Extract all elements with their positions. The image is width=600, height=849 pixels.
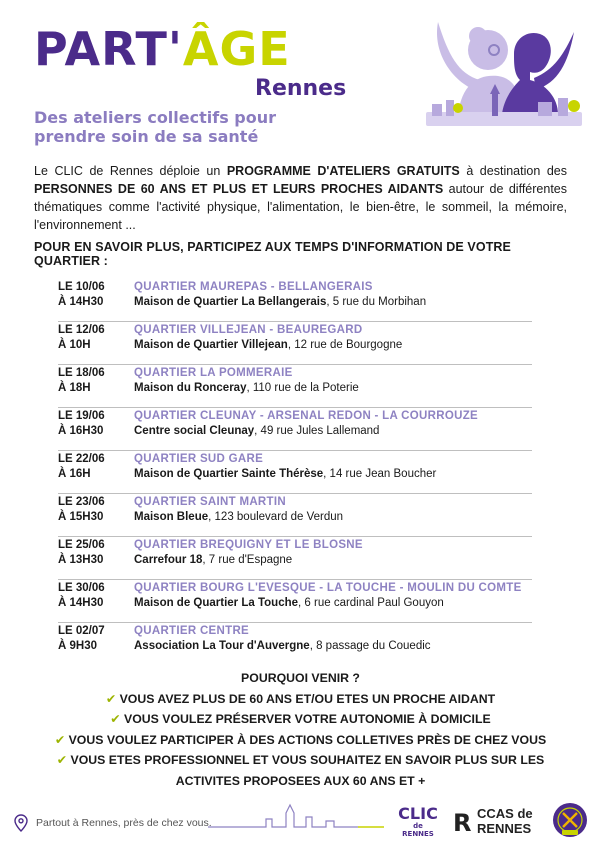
event-place: Maison de Quartier La Touche bbox=[134, 597, 299, 609]
event-datetime bbox=[58, 624, 134, 654]
footer bbox=[0, 795, 600, 849]
event-details bbox=[134, 323, 402, 353]
logo-part1: PART' bbox=[34, 22, 183, 76]
event-row bbox=[58, 279, 532, 322]
event-place: Carrefour 18 bbox=[134, 554, 203, 566]
check-icon: ✔ bbox=[56, 753, 68, 767]
event-datetime bbox=[58, 280, 134, 310]
why-item bbox=[34, 709, 567, 730]
event-location bbox=[134, 553, 363, 568]
event-row bbox=[58, 494, 532, 537]
event-date: LE 22/06 bbox=[58, 453, 105, 465]
event-time: À 18H bbox=[58, 382, 91, 394]
event-address: , 110 rue de la Poterie bbox=[246, 382, 359, 394]
event-location bbox=[134, 639, 431, 654]
event-time: À 15H30 bbox=[58, 511, 104, 523]
event-row bbox=[58, 537, 532, 580]
event-place: Maison de Quartier Villejean bbox=[134, 339, 288, 351]
tagline: Des ateliers collectifs pour prendre soin de sa santé bbox=[34, 108, 277, 146]
event-address: , 5 rue du Morbihan bbox=[326, 296, 427, 308]
event-quartier: QUARTIER CENTRE bbox=[134, 625, 250, 637]
event-row bbox=[58, 623, 532, 666]
event-quartier: QUARTIER MAUREPAS - BELLANGERAIS bbox=[134, 281, 373, 293]
event-address: , 7 rue d'Espagne bbox=[202, 554, 293, 566]
clic-logo-text: CLIC bbox=[398, 804, 438, 823]
event-details bbox=[134, 366, 359, 396]
logo-part2: ÂGE bbox=[182, 22, 291, 76]
event-location bbox=[134, 338, 402, 353]
why-section bbox=[34, 668, 567, 791]
event-address: , 123 boulevard de Verdun bbox=[208, 511, 344, 523]
intro-text-1: Le CLIC de Rennes déploie un bbox=[34, 164, 227, 178]
clic-logo-subtext: de RENNES bbox=[402, 822, 434, 838]
why-item bbox=[34, 689, 567, 710]
event-address: , 6 rue cardinal Paul Gouyon bbox=[298, 597, 444, 609]
intro-bold-1: PROGRAMME D'ATELIERS GRATUITS bbox=[226, 164, 460, 178]
event-details bbox=[134, 581, 522, 611]
location-pin-icon bbox=[14, 814, 28, 832]
city-skyline-icon bbox=[208, 799, 388, 833]
event-details bbox=[134, 624, 431, 654]
info-heading: POUR EN SAVOIR PLUS, PARTICIPEZ AUX TEMPS D'INFORMATION DE VOTRE QUARTIER : bbox=[34, 240, 511, 268]
event-datetime bbox=[58, 495, 134, 525]
event-datetime bbox=[58, 323, 134, 353]
event-date: LE 12/06 bbox=[58, 324, 105, 336]
event-row bbox=[58, 408, 532, 451]
event-place: Association La Tour d'Auvergne bbox=[134, 640, 310, 652]
senior-illustration-icon bbox=[418, 14, 588, 138]
event-quartier: QUARTIER BOURG L'EVESQUE - LA TOUCHE - MOULIN DU COMTE bbox=[134, 582, 522, 594]
event-quartier: QUARTIER SUD GARE bbox=[134, 453, 264, 465]
event-details bbox=[134, 409, 478, 439]
event-datetime bbox=[58, 409, 134, 439]
event-datetime bbox=[58, 366, 134, 396]
event-time: À 14H30 bbox=[58, 296, 104, 308]
event-address: , 49 rue Jules Lallemand bbox=[254, 425, 380, 437]
event-location bbox=[134, 467, 436, 482]
check-icon: ✔ bbox=[110, 712, 121, 726]
event-location bbox=[134, 424, 478, 439]
why-item-text: VOUS VOULEZ PARTICIPER À DES ACTIONS COLLETIVES PRÈS DE CHEZ VOUS bbox=[68, 732, 547, 747]
footer-slogan: Partout à Rennes, près de chez vous. bbox=[36, 817, 212, 829]
event-time: À 9H30 bbox=[58, 640, 97, 652]
event-row bbox=[58, 322, 532, 365]
event-details bbox=[134, 452, 436, 482]
ccas-logo-line2: RENNES bbox=[477, 821, 532, 836]
event-time: À 13H30 bbox=[58, 554, 104, 566]
clic-logo bbox=[398, 805, 438, 838]
event-time: À 10H bbox=[58, 339, 91, 351]
intro-bold-2: PERSONNES DE 60 ANS ET PLUS ET LEURS PROCHES AIDANTS bbox=[34, 182, 444, 196]
event-details bbox=[134, 280, 426, 310]
ccas-logo-line1: CCAS de bbox=[477, 806, 533, 821]
event-time: À 14H30 bbox=[58, 597, 104, 609]
event-location bbox=[134, 510, 343, 525]
event-row bbox=[58, 365, 532, 408]
check-icon: ✔ bbox=[54, 732, 66, 747]
intro-text-2: à destination des bbox=[459, 164, 567, 178]
event-datetime bbox=[58, 452, 134, 482]
ccas-logo-mark: R bbox=[453, 809, 472, 837]
why-title: POURQUOI VENIR ? bbox=[241, 671, 360, 685]
why-item-text: VOUS VOULEZ PRÉSERVER VOTRE AUTONOMIE À DOMICILE bbox=[124, 712, 491, 726]
event-time: À 16H30 bbox=[58, 425, 104, 437]
event-date: LE 10/06 bbox=[58, 281, 105, 293]
event-date: LE 23/06 bbox=[58, 496, 105, 508]
event-quartier: QUARTIER CLEUNAY - ARSENAL REDON - LA COURROUZE bbox=[134, 410, 478, 422]
event-row bbox=[58, 451, 532, 494]
intro-text-3: autour de différentes thématiques comme l'activité physique, l'alimentation, le bien-être, le sommeil, la mémoire, l'environnement ... bbox=[34, 182, 567, 232]
event-quartier: QUARTIER BREQUIGNY ET LE BLOSNE bbox=[134, 539, 363, 551]
event-date: LE 25/06 bbox=[58, 539, 105, 551]
event-location bbox=[134, 596, 522, 611]
why-item bbox=[34, 730, 567, 751]
event-address: , 14 rue Jean Boucher bbox=[323, 468, 437, 480]
intro-paragraph bbox=[34, 162, 567, 234]
event-details bbox=[134, 495, 343, 525]
header bbox=[0, 0, 600, 150]
logo-subtitle: Rennes bbox=[255, 76, 347, 101]
event-address: , 8 passage du Couedic bbox=[309, 640, 431, 652]
event-datetime bbox=[58, 581, 134, 611]
event-date: LE 02/07 bbox=[58, 625, 105, 637]
logo-title bbox=[34, 22, 291, 76]
event-details bbox=[134, 538, 363, 568]
event-time: À 16H bbox=[58, 468, 91, 480]
check-icon: ✔ bbox=[105, 691, 117, 706]
event-date: LE 19/06 bbox=[58, 410, 105, 422]
event-place: Maison de Quartier Sainte Thérèse bbox=[134, 468, 324, 480]
event-address: , 12 rue de Bourgogne bbox=[287, 339, 403, 351]
why-item-text: VOUS ETES PROFESSIONNEL ET VOUS SOUHAITEZ EN SAVOIR PLUS SUR LES ACTIVITES PROPOSEES AUX 60 ANS ET + bbox=[70, 753, 545, 788]
why-item-text: VOUS AVEZ PLUS DE 60 ANS ET/OU ETES UN PROCHE AIDANT bbox=[119, 691, 496, 706]
event-place: Centre social Cleunay bbox=[134, 425, 255, 437]
event-quartier: QUARTIER VILLEJEAN - BEAUREGARD bbox=[134, 324, 363, 336]
event-location bbox=[134, 295, 426, 310]
partner-badge-icon bbox=[552, 802, 588, 838]
event-list bbox=[58, 279, 532, 666]
event-location bbox=[134, 381, 359, 396]
event-quartier: QUARTIER LA POMMERAIE bbox=[134, 367, 293, 379]
event-datetime bbox=[58, 538, 134, 568]
event-row bbox=[58, 580, 532, 623]
event-quartier: QUARTIER SAINT MARTIN bbox=[134, 496, 286, 508]
event-date: LE 30/06 bbox=[58, 582, 105, 594]
event-place: Maison du Ronceray bbox=[134, 382, 247, 394]
event-place: Maison de Quartier La Bellangerais bbox=[134, 296, 327, 308]
why-item bbox=[34, 750, 567, 791]
event-date: LE 18/06 bbox=[58, 367, 105, 379]
event-place: Maison Bleue bbox=[134, 511, 209, 523]
